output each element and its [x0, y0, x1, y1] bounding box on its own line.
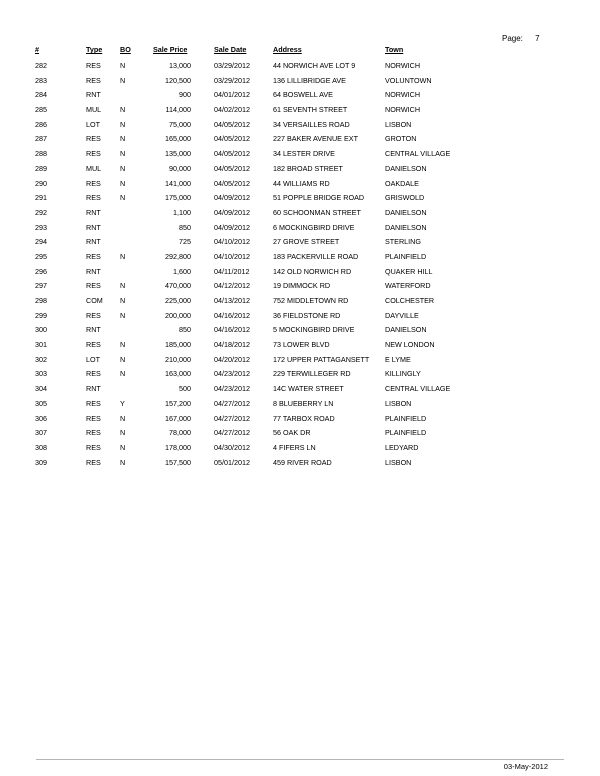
cell-type: RES: [86, 369, 101, 379]
cell-bo: N: [120, 413, 126, 423]
cell-bo: N: [120, 163, 126, 173]
cell-num: 308: [35, 442, 47, 452]
cell-type: RNT: [86, 222, 101, 232]
cell-sale-price: 1,600: [173, 266, 191, 276]
cell-bo: N: [120, 178, 126, 188]
cell-sale-price: 120,500: [165, 75, 191, 85]
cell-town: KILLINGLY: [385, 369, 421, 379]
cell-town: E LYME: [385, 354, 411, 364]
cell-town: DANIELSON: [385, 163, 427, 173]
cell-bo: N: [120, 105, 126, 115]
cell-sale-price: 165,000: [165, 134, 191, 144]
cell-num: 307: [35, 428, 47, 438]
cell-town: STERLING: [385, 237, 421, 247]
cell-bo: N: [120, 251, 126, 261]
col-header-address: Address: [273, 45, 302, 54]
cell-town: LISBON: [385, 398, 412, 408]
cell-sale-price: 200,000: [165, 310, 191, 320]
cell-type: RES: [86, 457, 101, 467]
cell-address: 6 MOCKINGBIRD DRIVE: [273, 222, 355, 232]
cell-sale-date: 04/27/2012: [214, 398, 250, 408]
cell-sale-date: 04/23/2012: [214, 384, 250, 394]
table-row: [0, 323, 600, 338]
cell-type: LOT: [86, 354, 100, 364]
cell-type: RES: [86, 442, 101, 452]
cell-sale-date: 04/16/2012: [214, 325, 250, 335]
cell-address: 142 OLD NORWICH RD: [273, 266, 352, 276]
cell-address: 227 BAKER AVENUE EXT: [273, 134, 358, 144]
cell-type: RNT: [86, 325, 101, 335]
cell-sale-date: 04/23/2012: [214, 369, 250, 379]
cell-town: LISBON: [385, 119, 412, 129]
cell-type: MUL: [86, 163, 102, 173]
cell-bo: N: [120, 428, 126, 438]
cell-type: RES: [86, 134, 101, 144]
cell-town: LEDYARD: [385, 442, 419, 452]
cell-sale-price: 90,000: [169, 163, 191, 173]
cell-num: 288: [35, 149, 47, 159]
cell-address: 14C WATER STREET: [273, 384, 344, 394]
cell-num: 290: [35, 178, 47, 188]
cell-sale-price: 114,000: [165, 105, 191, 115]
cell-sale-price: 470,000: [165, 281, 191, 291]
cell-num: 289: [35, 163, 47, 173]
cell-sale-date: 04/27/2012: [214, 428, 250, 438]
cell-num: 286: [35, 119, 47, 129]
cell-address: 4 FIFERS LN: [273, 442, 316, 452]
cell-num: 301: [35, 340, 47, 350]
cell-num: 282: [35, 61, 47, 70]
cell-sale-date: 04/09/2012: [214, 222, 250, 232]
cell-sale-date: 04/01/2012: [214, 90, 250, 100]
cell-town: PLAINFIELD: [385, 413, 427, 423]
cell-type: COM: [86, 296, 103, 305]
cell-town: VOLUNTOWN: [385, 75, 432, 85]
cell-num: 283: [35, 75, 47, 85]
cell-bo: N: [120, 193, 126, 203]
cell-num: 292: [35, 207, 47, 217]
cell-sale-price: 725: [179, 237, 191, 247]
cell-sale-price: 13,000: [169, 61, 191, 70]
table-row: [0, 162, 600, 177]
cell-sale-price: 850: [179, 325, 191, 335]
cell-address: 8 BLUEBERRY LN: [273, 398, 334, 408]
cell-num: 306: [35, 413, 47, 423]
cell-address: 60 SCHOONMAN STREET: [273, 207, 361, 217]
table-row: [0, 397, 600, 412]
cell-sale-price: 141,000: [165, 178, 191, 188]
cell-sale-date: 04/13/2012: [214, 296, 250, 305]
table-row: [0, 221, 600, 236]
cell-sale-date: 03/29/2012: [214, 61, 250, 70]
cell-sale-date: 04/05/2012: [214, 119, 250, 129]
table-row: [0, 118, 600, 133]
cell-address: 19 DIMMOCK RD: [273, 281, 331, 291]
cell-num: 284: [35, 90, 47, 100]
cell-address: 77 TARBOX ROAD: [273, 413, 335, 423]
table-row: [0, 103, 600, 118]
footer-divider: [36, 759, 564, 760]
cell-address: 44 NORWICH AVE LOT 9: [273, 61, 356, 70]
cell-town: GROTON: [385, 134, 417, 144]
cell-town: NEW LONDON: [385, 340, 435, 350]
cell-sale-date: 04/20/2012: [214, 354, 250, 364]
cell-num: 287: [35, 134, 47, 144]
cell-town: NORWICH: [385, 90, 421, 100]
cell-address: 183 PACKERVILLE ROAD: [273, 251, 359, 261]
cell-bo: N: [120, 340, 126, 350]
cell-num: 305: [35, 398, 47, 408]
table-row: [0, 250, 600, 265]
cell-bo: N: [120, 369, 126, 379]
cell-bo: N: [120, 457, 126, 467]
table-row: [0, 338, 600, 353]
cell-address: 34 LESTER DRIVE: [273, 149, 335, 159]
cell-town: PLAINFIELD: [385, 251, 427, 261]
cell-type: RNT: [86, 207, 101, 217]
table-row: [0, 426, 600, 441]
col-header-date: Sale Date: [214, 45, 247, 54]
cell-type: RES: [86, 61, 101, 70]
table-row: [0, 132, 600, 147]
cell-bo: N: [120, 134, 126, 144]
table-row: [0, 279, 600, 294]
cell-type: LOT: [86, 119, 100, 129]
cell-sale-price: 225,000: [165, 296, 191, 305]
cell-address: 459 RIVER ROAD: [273, 457, 332, 467]
cell-sale-date: 04/18/2012: [214, 340, 250, 350]
cell-bo: N: [120, 75, 126, 85]
cell-sale-price: 163,000: [165, 369, 191, 379]
cell-sale-date: 04/09/2012: [214, 207, 250, 217]
page-label: Page:: [502, 34, 523, 43]
cell-sale-price: 75,000: [169, 119, 191, 129]
cell-type: RES: [86, 149, 101, 159]
cell-town: OAKDALE: [385, 178, 419, 188]
col-header-num: #: [35, 45, 39, 54]
cell-address: 229 TERWILLEGER RD: [273, 369, 351, 379]
cell-type: RES: [86, 428, 101, 438]
cell-num: 293: [35, 222, 47, 232]
cell-sale-date: 04/05/2012: [214, 134, 250, 144]
cell-address: 36 FIELDSTONE RD: [273, 310, 341, 320]
cell-sale-date: 04/12/2012: [214, 281, 250, 291]
cell-town: COLCHESTER: [385, 296, 435, 305]
cell-town: PLAINFIELD: [385, 428, 427, 438]
cell-num: 304: [35, 384, 47, 394]
cell-sale-price: 178,000: [165, 442, 191, 452]
cell-bo: N: [120, 149, 126, 159]
cell-num: 291: [35, 193, 47, 203]
cell-sale-price: 1,100: [173, 207, 191, 217]
cell-sale-price: 500: [179, 384, 191, 394]
cell-sale-date: 04/16/2012: [214, 310, 250, 320]
cell-town: DAYVILLE: [385, 310, 419, 320]
table-row: [0, 191, 600, 206]
cell-sale-price: 78,000: [169, 428, 191, 438]
cell-town: DANIELSON: [385, 222, 427, 232]
cell-sale-price: 157,500: [165, 457, 191, 467]
cell-address: 44 WILLIAMS RD: [273, 178, 330, 188]
table-row: [0, 456, 600, 471]
cell-town: DANIELSON: [385, 325, 427, 335]
cell-bo: N: [120, 281, 126, 291]
table-row: [0, 294, 600, 309]
footer-date: 03-May-2012: [503, 762, 548, 771]
cell-sale-date: 04/09/2012: [214, 193, 250, 203]
cell-bo: N: [120, 119, 126, 129]
cell-type: MUL: [86, 105, 102, 115]
cell-sale-price: 900: [179, 90, 191, 100]
cell-address: 172 UPPER PATTAGANSETT: [273, 354, 370, 364]
cell-address: 64 BOSWELL AVE: [273, 90, 333, 100]
cell-bo: N: [120, 354, 126, 364]
cell-address: 73 LOWER BLVD: [273, 340, 330, 350]
cell-sale-price: 135,000: [165, 149, 191, 159]
cell-address: 61 SEVENTH STREET: [273, 105, 348, 115]
cell-town: WATERFORD: [385, 281, 431, 291]
cell-sale-price: 210,000: [165, 354, 191, 364]
cell-sale-date: 04/10/2012: [214, 237, 250, 247]
cell-num: 309: [35, 457, 47, 467]
cell-bo: N: [120, 61, 126, 70]
col-header-price: Sale Price: [153, 45, 188, 54]
col-header-bo: BO: [120, 45, 131, 54]
table-row: [0, 235, 600, 250]
cell-town: NORWICH: [385, 105, 421, 115]
cell-sale-date: 04/10/2012: [214, 251, 250, 261]
cell-bo: Y: [120, 398, 125, 408]
cell-town: LISBON: [385, 457, 412, 467]
cell-sale-price: 167,000: [165, 413, 191, 423]
page-value: 7: [535, 34, 540, 43]
table-header: [0, 44, 600, 59]
cell-num: 297: [35, 281, 47, 291]
cell-address: 27 GROVE STREET: [273, 237, 340, 247]
cell-sale-price: 850: [179, 222, 191, 232]
sales-table: [0, 44, 600, 470]
cell-town: DANIELSON: [385, 207, 427, 217]
table-row: [0, 382, 600, 397]
cell-sale-price: 175,000: [165, 193, 191, 203]
cell-bo: N: [120, 296, 126, 305]
page-number: [502, 34, 540, 43]
table-row: [0, 206, 600, 221]
cell-type: RES: [86, 251, 101, 261]
cell-address: 34 VERSAILLES ROAD: [273, 119, 350, 129]
cell-bo: N: [120, 310, 126, 320]
table-row: [0, 74, 600, 89]
cell-num: 295: [35, 251, 47, 261]
cell-sale-date: 04/11/2012: [214, 266, 250, 276]
cell-sale-date: 04/30/2012: [214, 442, 250, 452]
table-row: [0, 265, 600, 280]
cell-sale-price: 157,200: [165, 398, 191, 408]
table-row: [0, 367, 600, 382]
cell-sale-date: 04/02/2012: [214, 105, 250, 115]
cell-sale-price: 292,800: [165, 251, 191, 261]
table-row: [0, 147, 600, 162]
table-row: [0, 59, 600, 74]
cell-type: RES: [86, 398, 101, 408]
col-header-type: Type: [86, 45, 103, 54]
cell-sale-date: 03/29/2012: [214, 75, 250, 85]
cell-sale-date: 04/27/2012: [214, 413, 250, 423]
cell-type: RES: [86, 281, 101, 291]
cell-type: RNT: [86, 90, 101, 100]
table-body: [0, 59, 600, 470]
cell-sale-date: 04/05/2012: [214, 163, 250, 173]
cell-type: RES: [86, 178, 101, 188]
cell-num: 285: [35, 105, 47, 115]
table-row: [0, 412, 600, 427]
cell-num: 294: [35, 237, 47, 247]
cell-sale-date: 05/01/2012: [214, 457, 250, 467]
cell-town: NORWICH: [385, 61, 421, 70]
cell-num: 300: [35, 325, 47, 335]
cell-bo: N: [120, 442, 126, 452]
cell-type: RES: [86, 413, 101, 423]
cell-address: 752 MIDDLETOWN RD: [273, 296, 349, 305]
cell-num: 296: [35, 266, 47, 276]
cell-num: 303: [35, 369, 47, 379]
cell-type: RNT: [86, 384, 101, 394]
cell-address: 56 OAK DR: [273, 428, 311, 438]
cell-type: RNT: [86, 237, 101, 247]
cell-town: GRISWOLD: [385, 193, 425, 203]
cell-sale-date: 04/05/2012: [214, 149, 250, 159]
table-row: [0, 309, 600, 324]
cell-type: RNT: [86, 266, 101, 276]
table-row: [0, 177, 600, 192]
cell-town: CENTRAL VILLAGE: [385, 149, 451, 159]
cell-sale-date: 04/05/2012: [214, 178, 250, 188]
cell-address: 5 MOCKINGBIRD DRIVE: [273, 325, 355, 335]
cell-num: 302: [35, 354, 47, 364]
cell-type: RES: [86, 340, 101, 350]
cell-type: RES: [86, 75, 101, 85]
cell-address: 182 BROAD STREET: [273, 163, 343, 173]
cell-type: RES: [86, 193, 101, 203]
cell-num: 298: [35, 296, 47, 305]
cell-num: 299: [35, 310, 47, 320]
table-row: [0, 441, 600, 456]
table-row: [0, 88, 600, 103]
cell-sale-price: 185,000: [165, 340, 191, 350]
cell-town: QUAKER HILL: [385, 266, 433, 276]
cell-address: 136 LILLIBRIDGE AVE: [273, 75, 346, 85]
col-header-town: Town: [385, 45, 404, 54]
cell-town: CENTRAL VILLAGE: [385, 384, 451, 394]
table-row: [0, 353, 600, 368]
cell-type: RES: [86, 310, 101, 320]
cell-address: 51 POPPLE BRIDGE ROAD: [273, 193, 365, 203]
